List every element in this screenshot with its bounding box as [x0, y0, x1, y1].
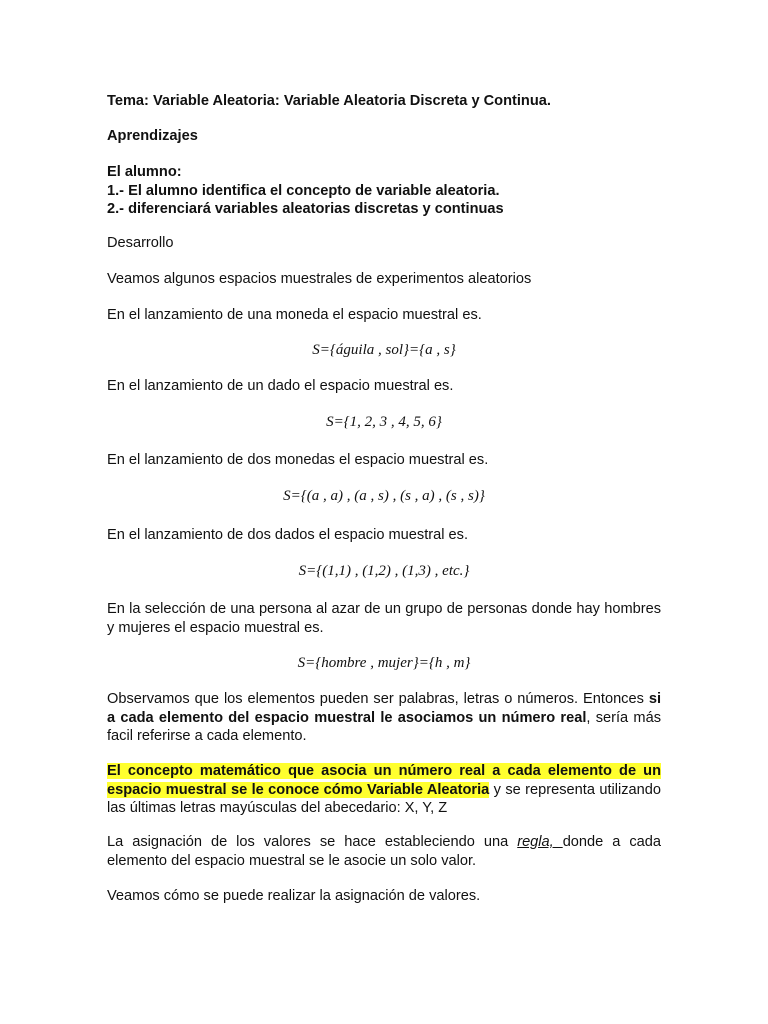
paragraph-concepto: [107, 762, 661, 818]
formula-moneda: S={águila , sol}={a , s}: [312, 342, 456, 358]
document-title: Tema: Variable Aleatoria: Variable Aleatoria Discreta y Continua.: [107, 93, 551, 109]
observamos-bold: si a cada elemento del espacio muestral le asociamos un número real: [107, 691, 661, 726]
paragraph-dos-dados: En el lanzamiento de dos dados el espacio muestral es.: [107, 527, 469, 543]
alumno-heading: El alumno:: [107, 164, 182, 180]
paragraph-dos-monedas: En el lanzamiento de dos monedas el espacio muestral es.: [107, 452, 489, 468]
paragraph-observamos: [107, 690, 661, 746]
observamos-text-1: Observamos que los elementos pueden ser palabras, letras o números. Entonces: [107, 691, 649, 707]
desarrollo-heading: Desarrollo: [107, 235, 174, 251]
paragraph-moneda: En el lanzamiento de una moneda el espacio muestral es.: [107, 307, 482, 323]
formula-persona: S={hombre , mujer}={h , m}: [297, 655, 471, 671]
paragraph-veamos: Veamos cómo se puede realizar la asignación de valores.: [107, 888, 481, 904]
paragraph-dado: En el lanzamiento de un dado el espacio muestral es.: [107, 378, 454, 394]
paragraph-persona: En la selección de una persona al azar de un grupo de personas donde hay hombres y mujeres el espacio muestral es.: [107, 601, 661, 636]
aprendizajes-heading: Aprendizajes: [107, 128, 198, 144]
asignacion-regla: regla,: [517, 834, 563, 850]
paragraph-asignacion: [107, 833, 661, 870]
objective-2: 2.- diferenciará variables aleatorias discretas y continuas: [107, 201, 504, 217]
concepto-rest: y se representa utilizando las últimas letras mayúsculas del abecedario: X, Y, Z: [107, 781, 662, 816]
paragraph-intro: Veamos algunos espacios muestrales de experimentos aleatorios: [107, 271, 532, 287]
formula-dos-dados: S={(1,1) , (1,2) , (1,3) , etc.}: [298, 563, 470, 579]
objectives-block: [107, 163, 661, 219]
observamos-text-2: , sería más facil referirse a cada elemento.: [107, 709, 661, 744]
objective-1: 1.- El alumno identifica el concepto de variable aleatoria.: [107, 182, 500, 199]
concepto-highlight: El concepto matemático que asocia un número real a cada elemento de un espacio muestral se le conoce cómo Variable Aleatoria: [107, 763, 661, 798]
asignacion-text-1: La asignación de los valores se hace estableciendo una: [107, 834, 518, 850]
formula-dado: S={1, 2, 3 , 4, 5, 6}: [326, 414, 442, 430]
asignacion-text-2: donde a cada elemento del espacio muestral se le asocie un solo valor.: [107, 834, 661, 869]
formula-dos-monedas: S={(a , a) , (a , s) , (s , a) , (s , s)}: [283, 488, 485, 504]
